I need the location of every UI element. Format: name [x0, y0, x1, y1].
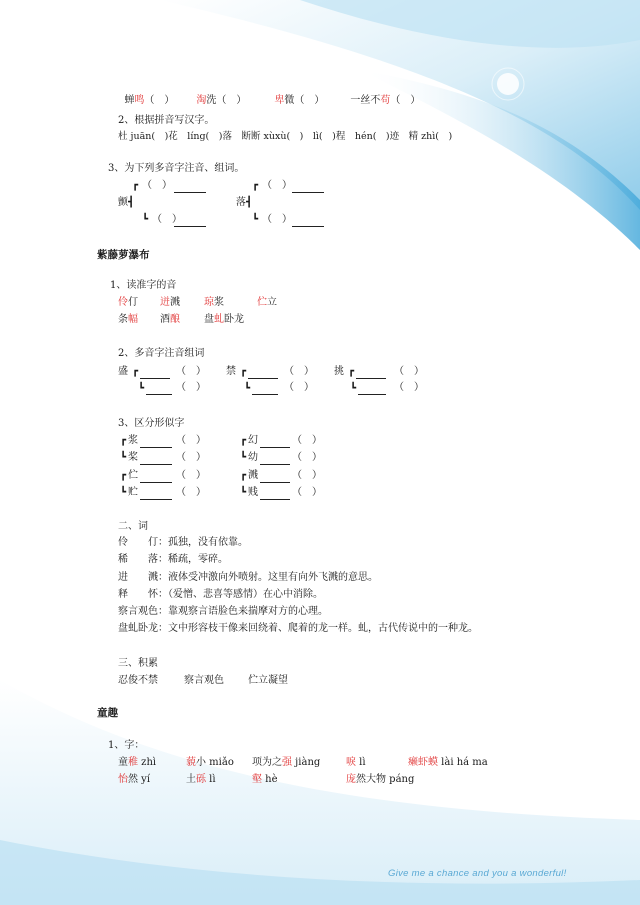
- word-definition: 进 溅：液体受冲激向外喷射。这里有向外飞溅的意思。: [118, 572, 378, 583]
- answer-blank: [140, 454, 172, 465]
- word-definition: 伶 仃：孤独，没有依靠。: [118, 537, 248, 548]
- word-item: 伫立: [257, 297, 277, 308]
- bracket-upper: ┏: [240, 470, 247, 481]
- footer-slogan: Give me a chance and you a wonderful!: [388, 868, 567, 879]
- background-bottom-swoosh: [0, 640, 640, 905]
- similar-char: 幼: [248, 452, 258, 463]
- paren: （ ）: [176, 487, 206, 498]
- idiom: 伫立凝望: [248, 675, 288, 686]
- char-pinyin: 童稚 zhì: [118, 757, 157, 768]
- bracket-mid: ┫: [128, 197, 135, 208]
- answer-blank: [356, 368, 386, 379]
- paren: （ ）: [292, 452, 322, 463]
- polyphone-char: 挑: [334, 366, 344, 377]
- paren: （ ）: [176, 452, 206, 463]
- answer-blank: [140, 368, 170, 379]
- question-2-title: 2、根据拼音写汉字。: [118, 115, 215, 126]
- bracket-upper: ┏: [132, 366, 139, 377]
- polyphone-char-right: 落: [236, 197, 246, 208]
- bracket-lower: ┗: [350, 383, 357, 394]
- paren: （ ）: [176, 382, 206, 393]
- answer-blank: [140, 489, 172, 500]
- bracket-upper: ┏: [348, 366, 355, 377]
- paren: （ ）: [284, 366, 314, 377]
- bracket-lower: ┗: [142, 214, 149, 225]
- bracket-lower: ┗: [240, 487, 247, 498]
- polyphone-row-item: 一丝不苟（ ）: [350, 95, 421, 106]
- similar-char: 贮: [128, 487, 138, 498]
- char-pinyin: 项为之强 jiàng: [252, 757, 321, 768]
- polyphone-char: 盛: [118, 366, 128, 377]
- answer-blank: [146, 384, 172, 395]
- subsection-title: 三、积累: [118, 658, 158, 669]
- similar-char: 桨: [128, 452, 138, 463]
- polyphone-char: 禁: [226, 366, 236, 377]
- subsection-title: 2、多音字注音组词: [118, 348, 205, 359]
- polyphone-row-item: 卑微（ ）: [274, 95, 325, 106]
- answer-blank: [174, 216, 206, 227]
- bracket-lower: ┗: [138, 383, 145, 394]
- paren: （ ）: [176, 366, 206, 377]
- bracket-upper: ┏: [240, 366, 247, 377]
- similar-char: 浆: [128, 435, 138, 446]
- subsection-title: 1、字：: [108, 740, 145, 751]
- question-3-title: 3、为下列多音字注音、组词。: [108, 163, 245, 174]
- char-pinyin: 藐小 miǎo: [186, 757, 234, 768]
- idiom: 忍俊不禁: [118, 675, 158, 686]
- similar-char: 溅: [248, 470, 258, 481]
- bracket-upper: ┏: [120, 435, 127, 446]
- char-pinyin: 壑 hè: [252, 774, 278, 785]
- word-item: 琼浆: [204, 297, 224, 308]
- answer-blank: [140, 472, 172, 483]
- word-item: 条幅: [118, 314, 138, 325]
- word-definition: 稀 落：稀疏，零碎。: [118, 554, 228, 565]
- paren: （ ）: [176, 435, 206, 446]
- char-pinyin: 癞虾蟆 lài há ma: [408, 757, 488, 768]
- word-item: 伶仃: [118, 297, 138, 308]
- paren: （ ）: [262, 214, 292, 225]
- subsection-title: 3、区分形似字: [118, 418, 185, 429]
- bracket-lower: ┗: [244, 383, 251, 394]
- similar-char: 伫: [128, 470, 138, 481]
- paren: （ ）: [142, 180, 172, 191]
- answer-blank: [248, 368, 278, 379]
- similar-char: 贱: [248, 487, 258, 498]
- answer-blank: [358, 384, 386, 395]
- paren: （ ）: [394, 366, 424, 377]
- word-item: 盘虬卧龙: [204, 314, 244, 325]
- answer-blank: [260, 489, 290, 500]
- word-item: 迸溅: [160, 297, 180, 308]
- bracket-upper: ┏: [252, 180, 259, 191]
- bracket-lower: ┗: [252, 214, 259, 225]
- paren: （ ）: [284, 382, 314, 393]
- word-definition: 盘虬卧龙：文中形容枝干像来回绕着、爬着的龙一样。虬，古代传说中的一种龙。: [118, 623, 478, 634]
- word-definition: 释 怀：（爱憎、悲喜等感情）在心中消除。: [118, 589, 323, 600]
- answer-blank: [140, 437, 172, 448]
- answer-blank: [260, 454, 290, 465]
- char-pinyin: 土砾 lì: [186, 774, 216, 785]
- similar-char: 幻: [248, 435, 258, 446]
- bracket-lower: ┗: [120, 487, 127, 498]
- bracket-lower: ┗: [240, 452, 247, 463]
- bracket-upper: ┏: [132, 180, 139, 191]
- answer-blank: [174, 182, 206, 193]
- char-pinyin: 唳 lì: [346, 757, 366, 768]
- bracket-mid: ┫: [246, 197, 253, 208]
- idiom: 察言观色: [184, 675, 224, 686]
- section-heading: 童趣: [97, 707, 118, 719]
- paren: （ ）: [262, 180, 292, 191]
- section-heading: 紫藤萝瀑布: [97, 249, 150, 261]
- answer-blank: [252, 384, 278, 395]
- char-pinyin: 怡然 yí: [118, 774, 151, 785]
- polyphone-row-item: 淘洗（ ）: [196, 95, 247, 106]
- question-2-pinyin-line: 杜 juān( )花 líng( )落 断断 xùxù( ) lì( )程 hén( )迹 精 zhì( ): [118, 131, 453, 142]
- paren: （ ）: [152, 214, 182, 225]
- answer-blank: [260, 437, 290, 448]
- paren: （ ）: [176, 470, 206, 481]
- paren: （ ）: [292, 487, 322, 498]
- paren: （ ）: [292, 435, 322, 446]
- char-pinyin: 庞然大物 páng: [346, 774, 415, 785]
- answer-blank: [260, 472, 290, 483]
- answer-blank: [292, 182, 324, 193]
- answer-blank: [292, 216, 324, 227]
- word-item: 酒酿: [160, 314, 180, 325]
- bracket-upper: ┏: [120, 470, 127, 481]
- bracket-upper: ┏: [240, 435, 247, 446]
- polyphone-char-left: 颤: [118, 197, 128, 208]
- word-definition: 察言观色：靠观察言语脸色来揣摩对方的心理。: [118, 606, 328, 617]
- bracket-lower: ┗: [120, 452, 127, 463]
- polyphone-row: 蝉鸣（ ）: [124, 95, 175, 106]
- subsection-title: 二、词: [118, 521, 148, 532]
- paren: （ ）: [292, 470, 322, 481]
- subsection-title: 1、读准字的音: [110, 280, 177, 291]
- paren: （ ）: [394, 382, 424, 393]
